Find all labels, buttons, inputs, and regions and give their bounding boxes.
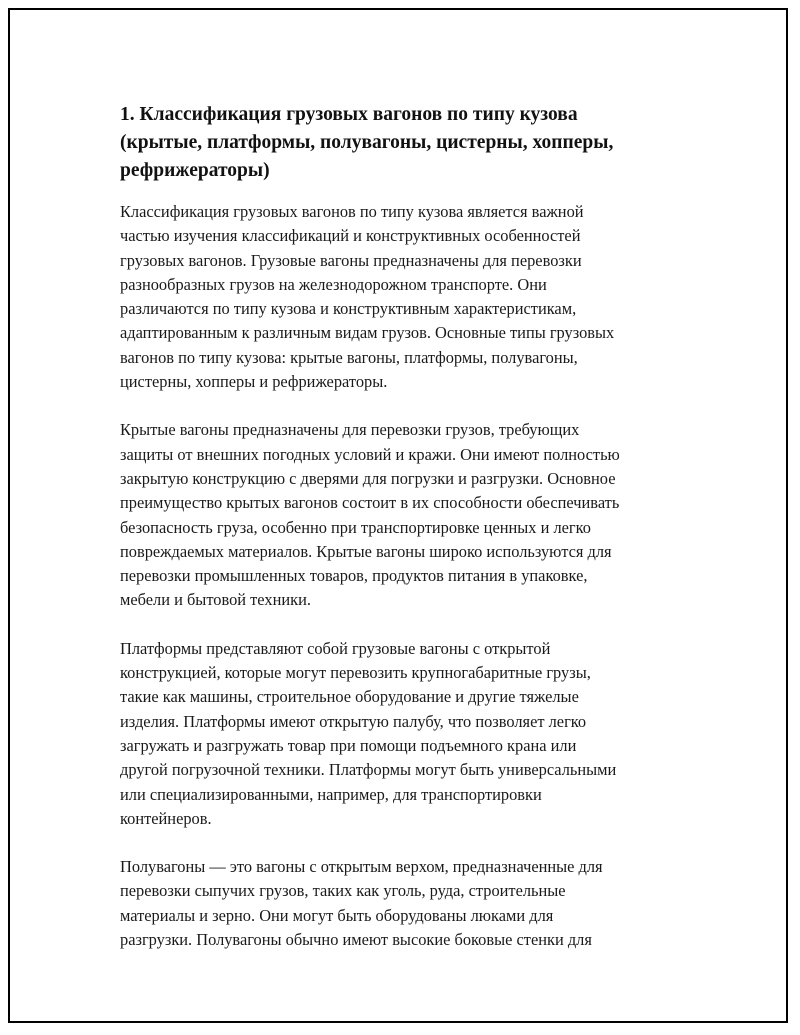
paragraph-covered-wagons: Крытые вагоны предназначены для перевозки грузов, требующих защиты от внешних погодных условий и кражи. Они имеют полностью закрытую конструкцию с дверями для погрузки и разгрузки. Основное преимущество крытых вагонов состоит в их способности обеспечивать безопасность груза, особенно при транспортировке ценных и легко повреждаемых материалов. Крытые вагоны широко используются для перевозки промышленных товаров, продуктов питания в упаковке, мебели и бытовой техники.	[120, 420, 620, 610]
section-heading: 1. Классификация грузовых вагонов по типу кузова (крытые, платформы, полувагоны, цистерны, хопперы, рефрижераторы)	[120, 104, 614, 181]
document-body	[120, 101, 692, 976]
page-frame	[8, 8, 788, 1023]
paragraph-gondolas: Полувагоны — это вагоны с открытым верхом, предназначенные для перевозки сыпучих грузов, таких как уголь, руда, строительные материалы и зерно. Они могут быть оборудованы люками для разгрузки. Полувагоны обычно имеют высокие боковые стенки для	[120, 857, 603, 950]
paragraph-intro: Классификация грузовых вагонов по типу кузова является важной частью изучения классификаций и конструктивных особенностей грузовых вагонов. Грузовые вагоны предназначены для перевозки разнообразных грузов на железнодорожном транспорте. Они различаются по типу кузова и конструктивным характеристикам, адаптированным к различным видам грузов. Основные типы грузовых вагонов по типу кузова: крытые вагоны, платформы, полувагоны, цистерны, хопперы и рефрижераторы.	[120, 202, 615, 392]
paragraph-platforms: Платформы представляют собой грузовые вагоны с открытой конструкцией, которые могут перевозить крупногабаритные грузы, такие как машины, строительное оборудование и другие тяжелые изделия. Платформы имеют открытую палубу, что позволяет легко загружать и разгружать товар при помощи подъемного крана или другой погрузочной техники. Платформы могут быть универсальными или специализированными, например, для транспортировки контейнеров.	[120, 638, 617, 828]
